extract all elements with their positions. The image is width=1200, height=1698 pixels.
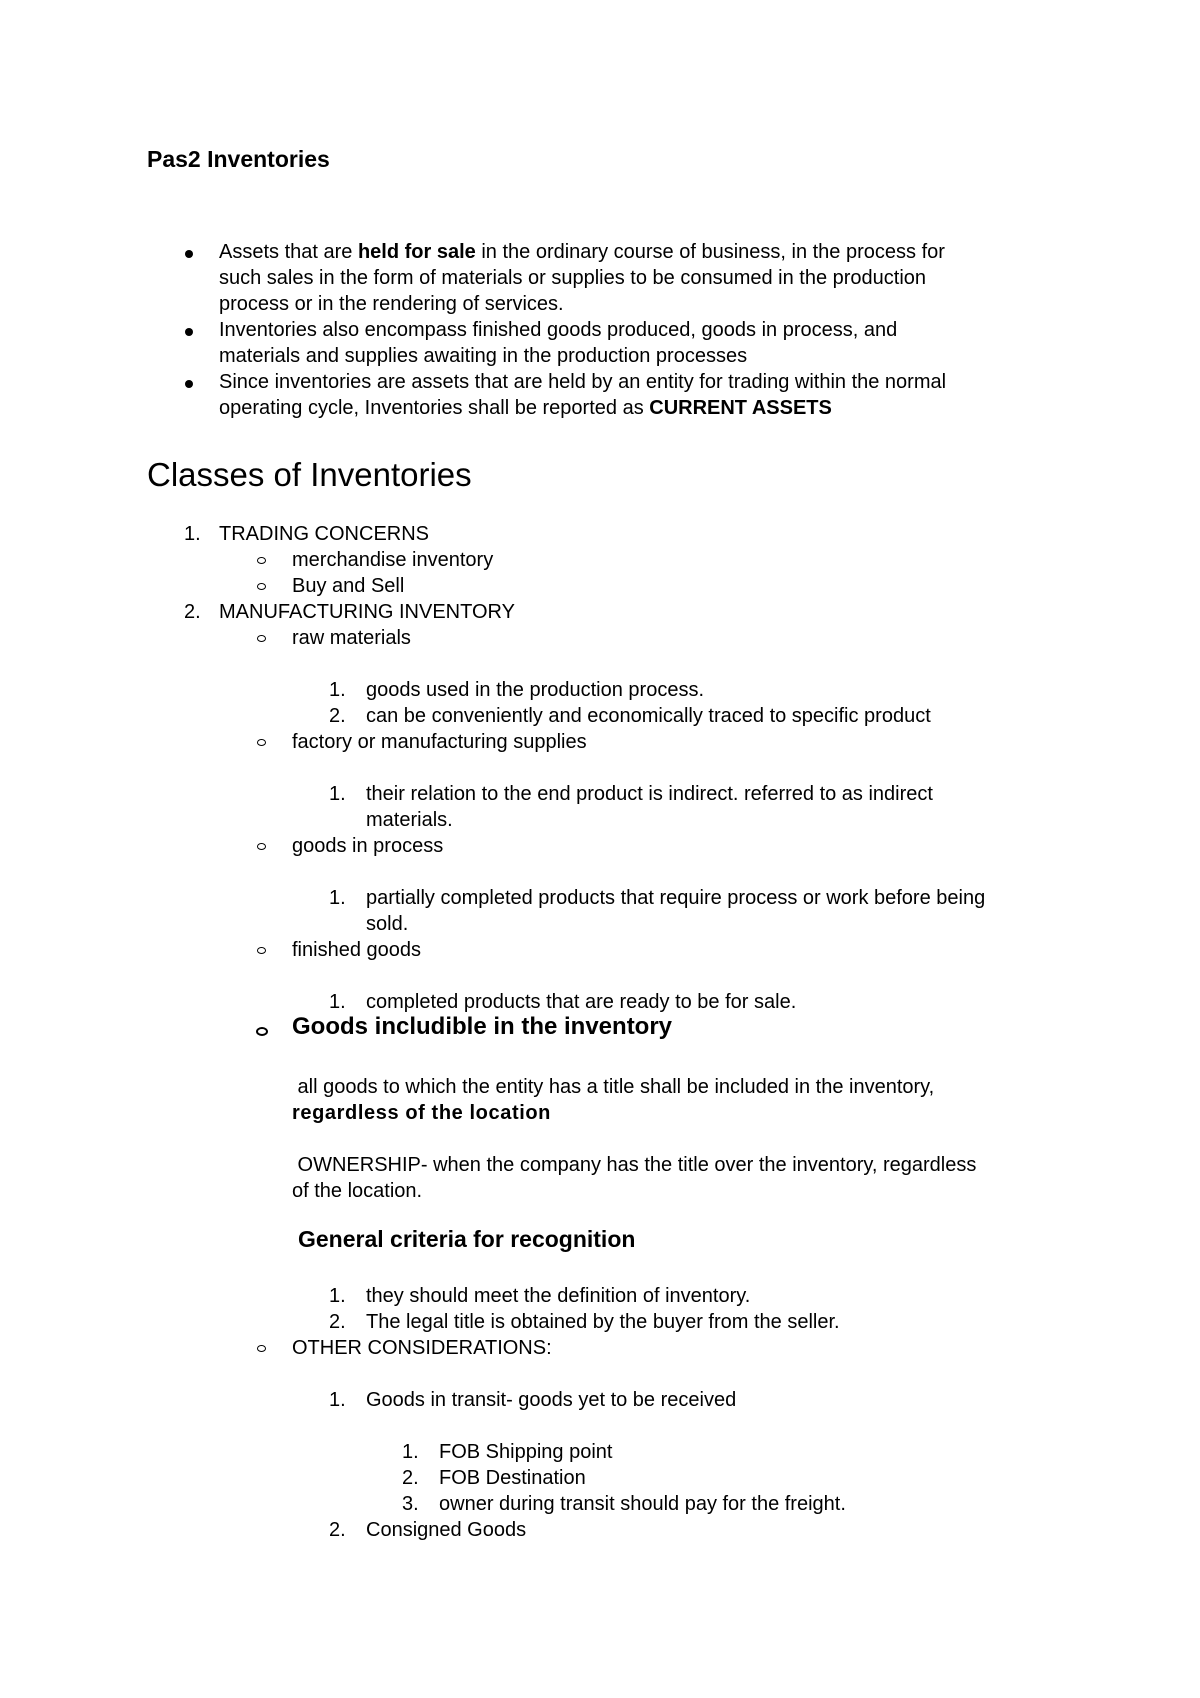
list-item: The legal title is obtained by the buyer from the seller. xyxy=(366,1311,840,1333)
intro-bullet-2-line-2: materials and supplies awaiting in the production processes xyxy=(219,345,748,367)
list-item: owner during transit should pay for the freight. xyxy=(439,1493,846,1515)
section-heading-includible: Goods includible in the inventory xyxy=(292,1013,673,1040)
bullet-circle xyxy=(257,583,266,590)
list-item: merchandise inventory xyxy=(292,549,494,571)
intro-bullet-1-line-2: such sales in the form of materials or supplies to be consumed in the production xyxy=(219,267,927,289)
section-heading-classes: Classes of Inventories xyxy=(147,456,472,493)
list-item-continuation: sold. xyxy=(366,913,409,935)
list-number: 1. xyxy=(329,1389,346,1411)
section-heading-criteria: General criteria for recognition xyxy=(298,1226,636,1252)
bullet-circle xyxy=(257,947,266,954)
list-number: 2. xyxy=(329,705,346,727)
list-item: FOB Destination xyxy=(439,1467,586,1489)
list-item-continuation: materials. xyxy=(366,809,453,831)
list-item: partially completed products that require process or work before being xyxy=(366,887,986,909)
emphasis-held-for-sale: held for sale xyxy=(357,241,476,263)
list-number: 2. xyxy=(329,1311,346,1333)
list-number: 1. xyxy=(184,523,201,545)
list-item: Buy and Sell xyxy=(292,575,405,597)
list-number: 1. xyxy=(329,679,346,701)
list-number: 3. xyxy=(402,1493,419,1515)
list-item-goods-in-process: goods in process xyxy=(292,835,444,857)
page-title: Pas2 Inventories xyxy=(147,146,330,172)
list-number: 2. xyxy=(329,1519,346,1541)
list-item-factory-supplies: factory or manufacturing supplies xyxy=(292,731,587,753)
list-number: 1. xyxy=(329,1285,346,1307)
list-item-raw-materials: raw materials xyxy=(292,627,411,649)
paragraph-includible-line-1: all goods to which the entity has a title shall be included in the inventory, xyxy=(292,1076,935,1098)
list-number: 1. xyxy=(402,1441,419,1463)
list-number: 1. xyxy=(329,887,346,909)
emphasis-regardless-of-location: regardless of the location xyxy=(292,1102,551,1124)
list-item-manufacturing-inventory: MANUFACTURING INVENTORY xyxy=(219,601,515,623)
list-number: 2. xyxy=(402,1467,419,1489)
bullet-dot xyxy=(185,380,193,388)
list-item-goods-in-transit: Goods in transit- goods yet to be received xyxy=(366,1389,737,1411)
intro-bullet-1-line-1: Assets that are held for sale in the ordinary course of business, in the process for xyxy=(219,241,945,263)
intro-bullet-2-line-1: Inventories also encompass finished goods produced, goods in process, and xyxy=(219,319,898,341)
bullet-circle xyxy=(257,739,266,746)
intro-bullet-3-line-2: operating cycle, Inventories shall be reported as CURRENT ASSETS xyxy=(219,397,832,419)
list-item: FOB Shipping point xyxy=(439,1441,613,1463)
bullet-circle xyxy=(257,843,266,850)
list-item-finished-goods: finished goods xyxy=(292,939,421,961)
list-item: goods used in the production process. xyxy=(366,679,704,701)
paragraph-ownership-line-1: OWNERSHIP- when the company has the title over the inventory, regardless xyxy=(292,1154,977,1176)
bullet-circle xyxy=(257,557,266,564)
emphasis-current-assets: CURRENT ASSETS xyxy=(649,397,832,419)
list-item-other-considerations: OTHER CONSIDERATIONS: xyxy=(292,1337,552,1359)
list-item-trading-concerns: TRADING CONCERNS xyxy=(219,523,430,545)
intro-bullet-3-line-1: Since inventories are assets that are held by an entity for trading within the normal xyxy=(219,371,947,393)
intro-bullet-1-line-3: process or in the rendering of services. xyxy=(219,293,564,315)
list-number: 1. xyxy=(329,783,346,805)
bullet-circle xyxy=(256,1027,268,1036)
list-item: can be conveniently and economically traced to specific product xyxy=(366,705,931,727)
list-item: completed products that are ready to be for sale. xyxy=(366,991,797,1013)
list-item: their relation to the end product is indirect. referred to as indirect xyxy=(366,783,933,805)
list-number: 2. xyxy=(184,601,201,623)
list-number: 1. xyxy=(329,991,346,1013)
bullet-dot xyxy=(185,328,193,336)
list-item: they should meet the definition of inventory. xyxy=(366,1285,751,1307)
bullet-circle xyxy=(257,1345,266,1352)
list-item-consigned-goods: Consigned Goods xyxy=(366,1519,527,1541)
paragraph-ownership-line-2: of the location. xyxy=(292,1180,423,1202)
bullet-dot xyxy=(185,250,193,258)
bullet-circle xyxy=(257,635,266,642)
